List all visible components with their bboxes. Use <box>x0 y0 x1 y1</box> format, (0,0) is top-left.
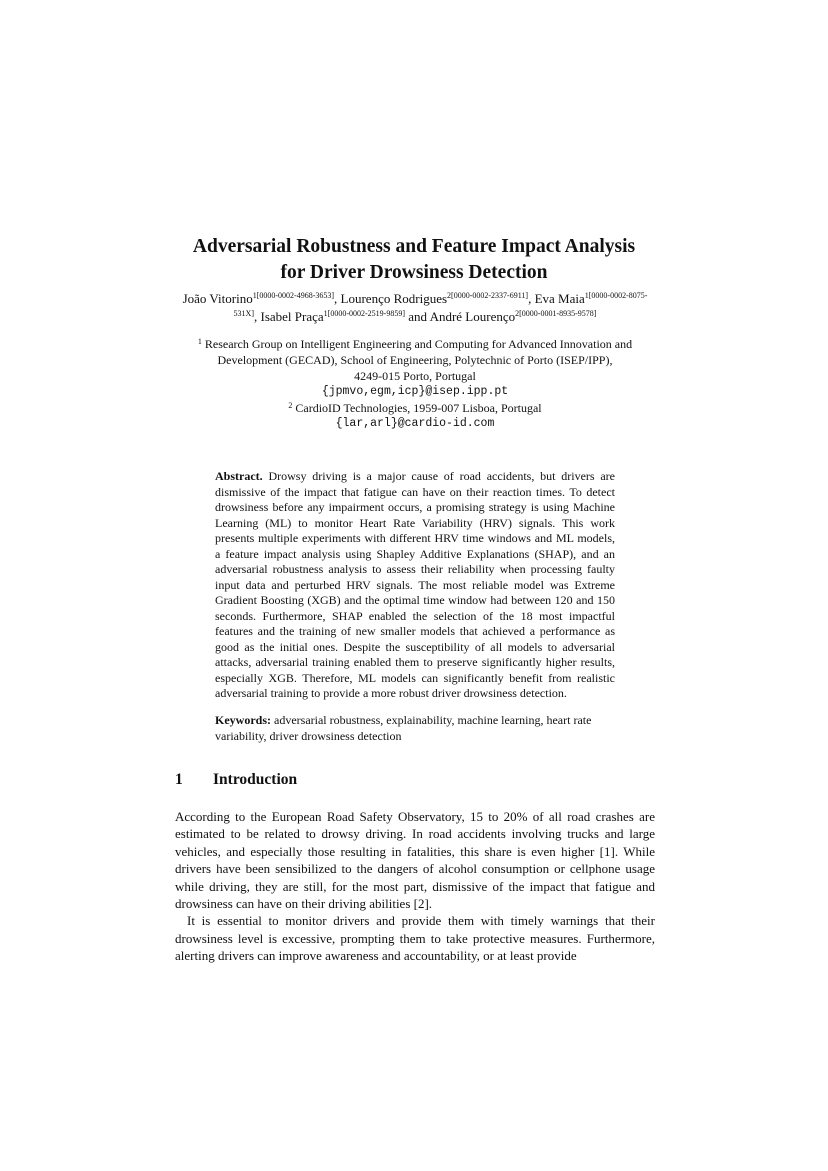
title-line-2: for Driver Drowsiness Detection <box>280 262 548 283</box>
affiliation-1-line-1 <box>175 336 655 352</box>
author-name: Eva Maia <box>534 291 585 306</box>
author-separator: , <box>528 291 535 306</box>
paragraph-1: According to the European Road Safety Observatory, 15 to 20% of all road crashes are estimated to be related to drowsy driving. In road accidents involving trucks and large vehicles, and especially those resulting in fatalities, this share is even higher [1]. While drivers have been sensibilized to the dangers of alcohol consumption or cellphone usage while driving, they are still, for the most part, dismissive of the impact that fatigue and drowsiness can have on their driving abilities [2]. <box>175 809 655 912</box>
keywords-text: adversarial robustness, explainability, machine learning, heart rate variability, driver drowsiness detection <box>215 713 592 743</box>
affiliation-marker: 1 <box>197 337 202 346</box>
paragraph-2: It is essential to monitor drivers and provide them with timely warnings that their drowsiness level is excessive, prompting them to take protective measures. Furthermore, alerting drivers can improve awareness and accountability, or at least provide <box>175 913 655 964</box>
affiliation-marker: 2 <box>288 401 293 410</box>
abstract-label: Abstract. <box>215 469 263 483</box>
author-orcid: 1[0000-0002-2519-9859] <box>323 309 405 318</box>
affiliation-1-line-3: 4249-015 Porto, Portugal <box>354 369 476 383</box>
author-name: André Lourenço <box>429 309 516 324</box>
author-orcid: 1[0000-0002-4968-3653] <box>252 291 335 300</box>
section-number: 1 <box>175 771 183 788</box>
author-orcid: 1[0000-0002-8075-531X] <box>233 291 648 318</box>
abstract <box>215 469 615 702</box>
author-name: João Vitorino <box>182 291 253 306</box>
author-separator: and <box>405 309 430 324</box>
title-line-1: Adversarial Robustness and Feature Impact Analysis <box>192 236 636 257</box>
author-separator: , <box>334 291 341 306</box>
affiliation-2-line-1 <box>175 400 655 416</box>
affiliation-text: Research Group on Intelligent Engineering and Computing for Advanced Innovation and <box>204 337 633 351</box>
author-separator: , <box>254 309 261 324</box>
author-orcid: 2[0000-0002-2337-6911] <box>447 291 529 300</box>
author-name: Lourenço Rodrigues <box>340 291 448 306</box>
section-title: Introduction <box>213 771 298 788</box>
affiliation-1-line-2: Development (GECAD), School of Engineering, Polytechnic of Porto (ISEP/IPP), <box>217 353 613 367</box>
author-name: Isabel Praça <box>260 309 324 324</box>
body-text <box>175 808 655 965</box>
author-list <box>175 290 655 326</box>
affiliation-2-email: {lar,arl}@cardio-id.com <box>335 417 495 430</box>
keywords <box>215 713 615 744</box>
paper-title <box>0 234 828 286</box>
affiliation-text: CardioID Technologies, 1959-007 Lisboa, Portugal <box>295 401 542 415</box>
author-orcid: 2[0000-0001-8935-9578] <box>515 309 597 318</box>
affiliations <box>175 336 655 432</box>
affiliation-1-email: {jpmvo,egm,icp}@isep.ipp.pt <box>321 385 509 398</box>
keywords-label: Keywords: <box>215 713 271 727</box>
abstract-text: Drowsy driving is a major cause of road accidents, but drivers are dismissive of the impact that fatigue can have on their reaction times. To detect drowsiness before any impairment occurs, a promising strategy is using Machine Learning (ML) to monitor Heart Rate Variability (HRV) signals. This work presents multiple experiments with different HRV time windows and ML models, a feature impact analysis using Shapley Additive Explanations (SHAP), and an adversarial robustness analysis to assess their reliability when processing faulty input data and perturbed HRV signals. The most reliable model was Extreme Gradient Boosting (XGB) and the optimal time window had between 120 and 150 seconds. Furthermore, SHAP enabled the selection of the 18 most impactful features and the training of new smaller models that achieved a performance as good as the initial ones. Despite the susceptibility of all models to adversarial attacks, adversarial training enabled them to preserve significantly higher results, especially XGB. Therefore, ML models can significantly benefit from realistic adversarial training to provide a more robust driver drowsiness detection. <box>215 469 616 700</box>
section-heading <box>175 771 297 789</box>
